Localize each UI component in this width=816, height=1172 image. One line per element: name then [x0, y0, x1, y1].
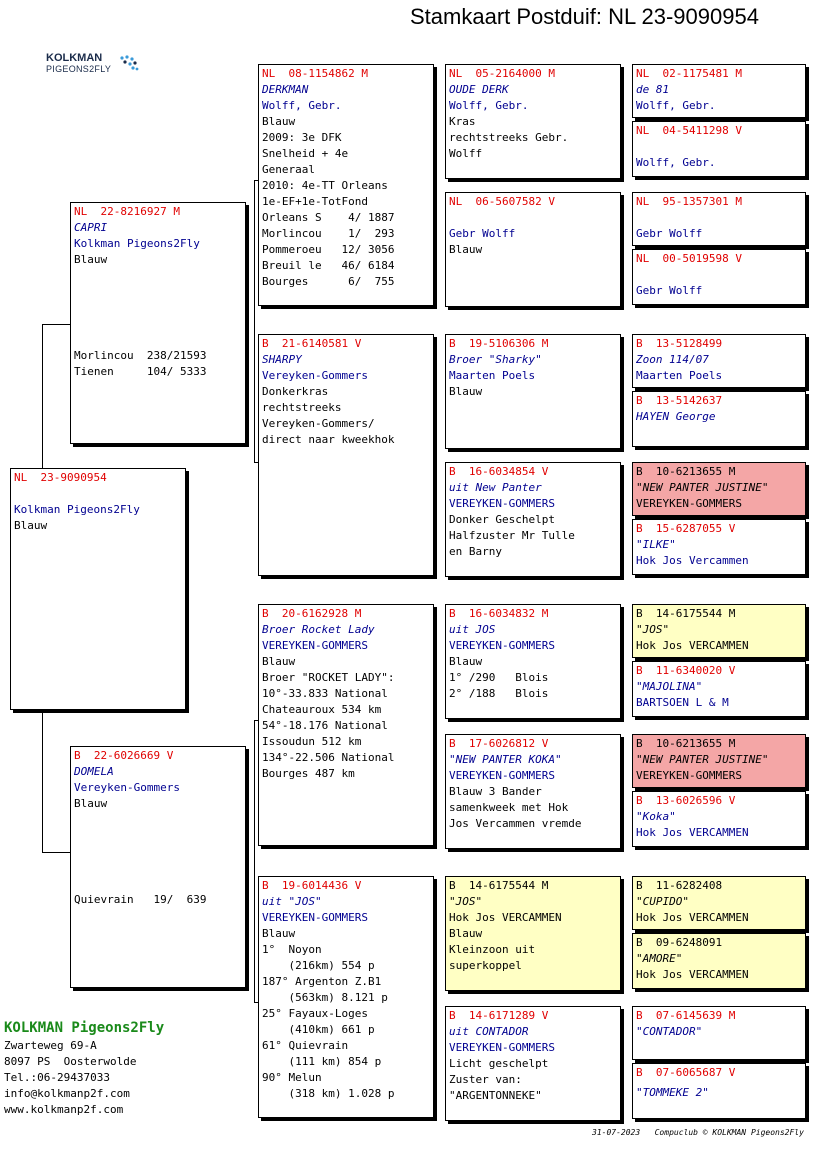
pedigree-father [70, 202, 246, 444]
breeder: Kolkman Pigeons2Fly [14, 503, 140, 516]
ring-number: NL 00-5019598 V [636, 252, 742, 265]
pedigree-g8 [632, 519, 806, 575]
info-line: Snelheid + 4e [262, 147, 349, 160]
breeder: Wolff, Gebr. [449, 99, 529, 112]
ring-number: B 22-6026669 V [74, 749, 174, 762]
breeder [636, 1101, 802, 1117]
pigeon-name: "JOS" [636, 623, 670, 636]
breeder: Gebr Wolff [449, 227, 516, 240]
breeder: Hok Jos VERCAMMEN [449, 911, 562, 924]
info-line: 187° Argenton Z.B1 [262, 975, 382, 988]
info-line: 54°-18.176 National [262, 719, 388, 732]
pedigree-fff [445, 64, 621, 179]
pedigree-g6 [632, 391, 806, 447]
breeder: Hok Jos VERCAMMEN [636, 826, 749, 839]
ring-number: NL 04-5411298 V [636, 124, 742, 137]
ring-number: B 16-6034854 V [449, 465, 549, 478]
info-line: Donker Geschelpt [449, 513, 555, 526]
info-line: Kras [449, 115, 476, 128]
info-line: Morlincou 238/21593 [74, 349, 207, 362]
ring-number: B 14-6175544 M [449, 879, 549, 892]
ring-number: NL 22-8216927 M [74, 205, 180, 218]
page-title: Stamkaart Postduif: NL 23-9090954 [410, 4, 759, 29]
footer-address1: Zwarteweg 69-A [4, 1039, 97, 1052]
pigeon-name: OUDE DERK [449, 83, 509, 96]
info-line: Blauw [262, 927, 296, 940]
pedigree-subject [10, 468, 186, 710]
info-line: 134°-22.506 National [262, 751, 395, 764]
pigeon-name: "CUPIDO" [636, 895, 689, 908]
breeder: VEREYKEN-GOMMERS [449, 769, 555, 782]
pigeon-name: "TOMMEKE 2" [636, 1086, 709, 1099]
breeder: Vereyken-Gommers [262, 369, 368, 382]
ring-number: NL 06-5607582 V [449, 195, 555, 208]
ring-number: B 13-5142637 [636, 394, 723, 407]
pedigree-fm [258, 334, 434, 576]
ring-number: B 19-5106306 M [449, 337, 549, 350]
info-line: rechtstreeks Gebr. [449, 131, 569, 144]
info-line: 1° Noyon [262, 943, 322, 956]
pigeon-name: de 81 [636, 83, 670, 96]
info-line: Blauw [74, 253, 108, 266]
pigeon-name: SHARPY [262, 353, 302, 366]
info-line: Breuil le 46/ 6184 [262, 259, 395, 272]
info-line: Wolff [449, 147, 483, 160]
info-line: en Barny [449, 545, 502, 558]
ring-number: NL 95-1357301 M [636, 195, 742, 208]
pigeon-name [636, 139, 802, 155]
info-line: Blauw [449, 655, 483, 668]
info-line: Orleans S 4/ 1887 [262, 211, 395, 224]
breeder [636, 425, 802, 441]
pigeon-name [449, 210, 617, 226]
info-line: Tienen 104/ 5333 [74, 365, 207, 378]
info-line: Zuster van: [449, 1073, 522, 1086]
ring-number: B 15-6287055 V [636, 522, 736, 535]
pigeon-name: DERKMAN [262, 83, 309, 96]
logo-line1: KOLKMAN [46, 52, 103, 64]
info-line: Morlincou 1/ 293 [262, 227, 395, 240]
pedigree-g1 [632, 64, 806, 118]
pigeon-name: "NEW PANTER KOKA" [449, 753, 562, 766]
info-line: Blauw [14, 519, 48, 532]
pedigree-mff [445, 604, 621, 719]
pigeon-name: HAYEN George [636, 410, 716, 423]
ring-number: B 10-6213655 M [636, 465, 736, 478]
pigeon-name [14, 486, 182, 502]
pigeon-name: DOMELA [74, 765, 114, 778]
info-line: 61° Quievrain [262, 1039, 349, 1052]
info-line: samenkweek met Hok [449, 801, 569, 814]
info-line: 1° /290 Blois [449, 671, 549, 684]
info-line: Kleinzoon uit [449, 943, 536, 956]
pedigree-ffm [445, 192, 621, 307]
pedigree-g11 [632, 734, 806, 788]
ring-number: B 07-6065687 V [636, 1066, 736, 1079]
ring-number: B 13-5128499 [636, 337, 723, 350]
pigeon-name: "JOS" [449, 895, 483, 908]
info-line: Blauw [449, 927, 483, 940]
info-line: Chateauroux 534 km [262, 703, 382, 716]
ring-number: B 17-6026812 V [449, 737, 549, 750]
ring-number: NL 05-2164000 M [449, 67, 555, 80]
breeder: VEREYKEN-GOMMERS [262, 911, 368, 924]
ring-number: B 19-6014436 V [262, 879, 362, 892]
footer-email[interactable]: info@kolkmanp2f.com [4, 1087, 130, 1100]
pedigree-g10 [632, 661, 806, 717]
info-line: Broer "ROCKET LADY": [262, 671, 395, 684]
footer-name: KOLKMAN Pigeons2Fly [4, 1020, 165, 1036]
info-line: 2010: 4e-TT Orleans [262, 179, 388, 192]
breeder: Maarten Poels [449, 369, 536, 382]
info-line: Blauw [262, 115, 296, 128]
info-line: Donkerkras [262, 385, 329, 398]
breeder: Gebr Wolff [636, 284, 703, 297]
breeder: Kolkman Pigeons2Fly [74, 237, 200, 250]
pedigree-g13 [632, 876, 806, 930]
footer-address2: 8097 PS Oosterwolde [4, 1055, 137, 1068]
logo-dots-icon [118, 54, 140, 74]
pedigree-ff [258, 64, 434, 306]
ring-number: B 20-6162928 M [262, 607, 362, 620]
breeder: Vereyken-Gommers [74, 781, 180, 794]
pedigree-mmf [445, 876, 621, 991]
info-line: superkoppel [449, 959, 522, 972]
breeder: Hok Jos Vercammen [636, 554, 749, 567]
pedigree-mother [70, 746, 246, 988]
breeder: Wolff, Gebr. [636, 99, 716, 112]
info-line: (318 km) 1.028 p [262, 1087, 395, 1100]
breeder: VEREYKEN-GOMMERS [636, 497, 742, 510]
pedigree-g4 [632, 249, 806, 305]
pigeon-name [636, 267, 802, 283]
pedigree-g14 [632, 933, 806, 989]
info-line: Bourges 487 km [262, 767, 355, 780]
info-line: Jos Vercammen vremde [449, 817, 582, 830]
pigeon-name: Zoon 114/07 [636, 353, 709, 366]
ring-number: B 11-6340020 V [636, 664, 736, 677]
info-line: Blauw [449, 243, 483, 256]
breeder: Wolff, Gebr. [262, 99, 342, 112]
info-line: 2° /188 Blois [449, 687, 549, 700]
pigeon-name: "NEW PANTER JUSTINE" [636, 481, 769, 494]
info-line: 90° Melun [262, 1071, 322, 1084]
pigeon-name: uit CONTADOR [449, 1025, 529, 1038]
ring-number: B 16-6034832 M [449, 607, 549, 620]
breeder: VEREYKEN-GOMMERS [449, 497, 555, 510]
info-line: Quievrain 19/ 639 [74, 893, 207, 906]
breeder [636, 1040, 802, 1056]
info-line: rechtstreeks [262, 401, 342, 414]
pigeon-name: "Koka" [636, 810, 676, 823]
breeder: Maarten Poels [636, 369, 723, 382]
ring-number: NL 02-1175481 M [636, 67, 742, 80]
pigeon-name: "CONTADOR" [636, 1025, 703, 1038]
pedigree-g12 [632, 791, 806, 847]
pedigree-mmm [445, 1006, 621, 1121]
info-line: 2009: 3e DFK [262, 131, 342, 144]
breeder: VEREYKEN-GOMMERS [449, 639, 555, 652]
pedigree-mm [258, 876, 434, 1118]
breeder: Wolff, Gebr. [636, 156, 716, 169]
contact-block [4, 1018, 164, 1118]
info-line: 25° Fayaux-Loges [262, 1007, 368, 1020]
ring-number: NL 23-9090954 [14, 471, 107, 484]
pigeon-name: "MAJOLINA" [636, 680, 703, 693]
info-line: Blauw [74, 797, 108, 810]
pedigree-g2 [632, 121, 806, 177]
pedigree-fmm [445, 462, 621, 577]
info-line: Pommeroeu 12/ 3056 [262, 243, 395, 256]
pigeon-name: "AMORE" [636, 952, 683, 965]
pigeon-name: "ILKE" [636, 538, 676, 551]
breeder: BARTSOEN L & M [636, 696, 729, 709]
info-line: direct naar kweekhok [262, 433, 395, 446]
info-line: (410km) 661 p [262, 1023, 375, 1036]
ring-number: B 07-6145639 M [636, 1009, 736, 1022]
pigeon-name: "NEW PANTER JUSTINE" [636, 753, 769, 766]
info-line: 10°-33.833 National [262, 687, 388, 700]
info-line: Generaal [262, 163, 315, 176]
pigeon-name: uit JOS [449, 623, 496, 636]
breeder: VEREYKEN-GOMMERS [449, 1041, 555, 1054]
breeder: Hok Jos VERCAMMEN [636, 968, 749, 981]
info-line: Bourges 6/ 755 [262, 275, 395, 288]
info-line: Blauw 3 Bander [449, 785, 542, 798]
info-line: (216km) 554 p [262, 959, 375, 972]
info-line: 1e-EF+1e-TotFond [262, 195, 368, 208]
ring-number: B 09-6248091 [636, 936, 723, 949]
ring-number: B 11-6282408 [636, 879, 723, 892]
info-line: (111 km) 854 p [262, 1055, 382, 1068]
info-line: "ARGENTONNEKE" [449, 1089, 542, 1102]
pigeon-name: Broer "Sharky" [449, 353, 542, 366]
pedigree-g16 [632, 1063, 806, 1119]
pedigree-mfm [445, 734, 621, 849]
pedigree-g3 [632, 192, 806, 246]
breeder: VEREYKEN-GOMMERS [636, 769, 742, 782]
footer-phone: Tel.:06-29437033 [4, 1071, 110, 1084]
footer-website[interactable]: www.kolkmanp2f.com [4, 1103, 124, 1116]
info-line: Blauw [262, 655, 296, 668]
info-line: Vereyken-Gommers/ [262, 417, 375, 430]
ring-number: B 14-6171289 V [449, 1009, 549, 1022]
pedigree-fmf [445, 334, 621, 449]
pedigree-g5 [632, 334, 806, 388]
info-line: Issoudun 512 km [262, 735, 362, 748]
pedigree-mf [258, 604, 434, 846]
logo [46, 52, 146, 78]
info-line: Licht geschelpt [449, 1057, 549, 1070]
pigeon-name: Broer Rocket Lady [262, 623, 375, 636]
copyright: 31-07-2023 Compuclub © KOLKMAN Pigeons2Fly [592, 1128, 804, 1137]
breeder: Hok Jos VERCAMMEN [636, 639, 749, 652]
breeder: Gebr Wolff [636, 227, 703, 240]
pedigree-g15 [632, 1006, 806, 1060]
pigeon-name: uit New Panter [449, 481, 542, 494]
pedigree-g7 [632, 462, 806, 516]
info-line: Halfzuster Mr Tulle [449, 529, 575, 542]
ring-number: B 14-6175544 M [636, 607, 736, 620]
logo-line2: PIGEONS2FLY [46, 64, 112, 74]
info-line: Blauw [449, 385, 483, 398]
breeder: VEREYKEN-GOMMERS [262, 639, 368, 652]
pigeon-name: uit "JOS" [262, 895, 322, 908]
pedigree-g9 [632, 604, 806, 658]
info-line: (563km) 8.121 p [262, 991, 388, 1004]
ring-number: B 13-6026596 V [636, 794, 736, 807]
ring-number: NL 08-1154862 M [262, 67, 368, 80]
ring-number: B 21-6140581 V [262, 337, 362, 350]
pigeon-name [636, 210, 802, 226]
ring-number: B 10-6213655 M [636, 737, 736, 750]
pigeon-name: CAPRI [74, 221, 108, 234]
breeder: Hok Jos VERCAMMEN [636, 911, 749, 924]
